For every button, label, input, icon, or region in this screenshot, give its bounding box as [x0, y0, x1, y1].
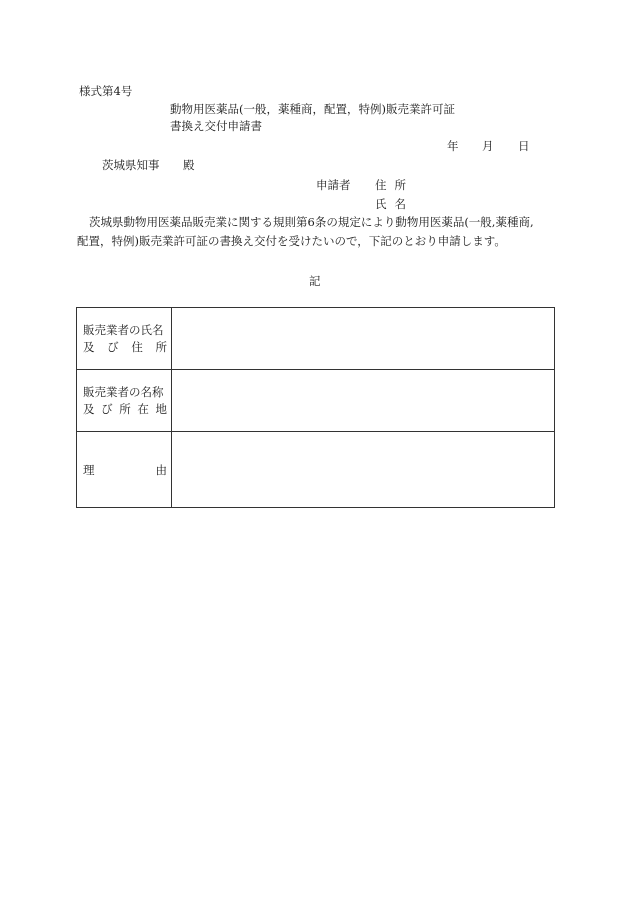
table-row-reason: [77, 432, 554, 508]
label-char: び: [101, 402, 113, 416]
row-label: [83, 462, 167, 479]
row-label-line1: [83, 462, 167, 479]
document-title-line2: 書換え交付申請書: [170, 119, 262, 133]
label-char: び: [107, 340, 119, 354]
table-row-business-name-location: [77, 370, 554, 432]
body-text-line1: 茨城県動物用医薬品販売業に関する規則第6条の規定により動物用医薬品(一般,薬種商,: [89, 215, 534, 229]
addressee-name: 茨城県知事: [102, 158, 160, 172]
applicant-name-label: 氏名: [375, 197, 414, 211]
form-number: 様式第4号: [79, 84, 133, 98]
row-label: [83, 322, 167, 356]
addressee-honorific: 殿: [183, 158, 195, 172]
label-char: 及: [83, 340, 95, 354]
label-char: 地: [155, 402, 167, 416]
label-char: 由: [155, 463, 167, 477]
date-day-label: 日: [518, 139, 530, 153]
row-label-line2: [83, 339, 167, 356]
applicant-address-label: 住所: [375, 178, 414, 192]
row-label-line1: 販売業者の名称: [83, 385, 164, 399]
row-label: [83, 384, 167, 418]
applicant-name-address-field[interactable]: [172, 308, 554, 369]
applicant-label: 申請者: [316, 178, 351, 192]
label-char: 及: [83, 402, 95, 416]
label-char: 理: [83, 463, 95, 477]
label-char: 所: [119, 402, 131, 416]
label-char: 在: [137, 402, 149, 416]
reason-field[interactable]: [172, 432, 554, 508]
business-name-location-field[interactable]: [172, 370, 554, 431]
ki-heading: 記: [309, 274, 321, 288]
label-char: 住: [131, 340, 143, 354]
body-text-line2: 配置，特例)販売業許可証の書換え交付を受けたいので，下記のとおり申請します。: [77, 234, 506, 248]
table-row-applicant-name-address: [77, 308, 554, 370]
detail-table: [76, 307, 555, 508]
label-char: 所: [155, 340, 167, 354]
document-title-line1: 動物用医薬品(一般，薬種商，配置，特例)販売業許可証: [170, 102, 455, 116]
date-year-label: 年: [447, 139, 459, 153]
date-month-label: 月: [482, 139, 494, 153]
row-label-line2: [83, 401, 167, 418]
row-label-line1: 販売業者の氏名: [83, 323, 164, 337]
